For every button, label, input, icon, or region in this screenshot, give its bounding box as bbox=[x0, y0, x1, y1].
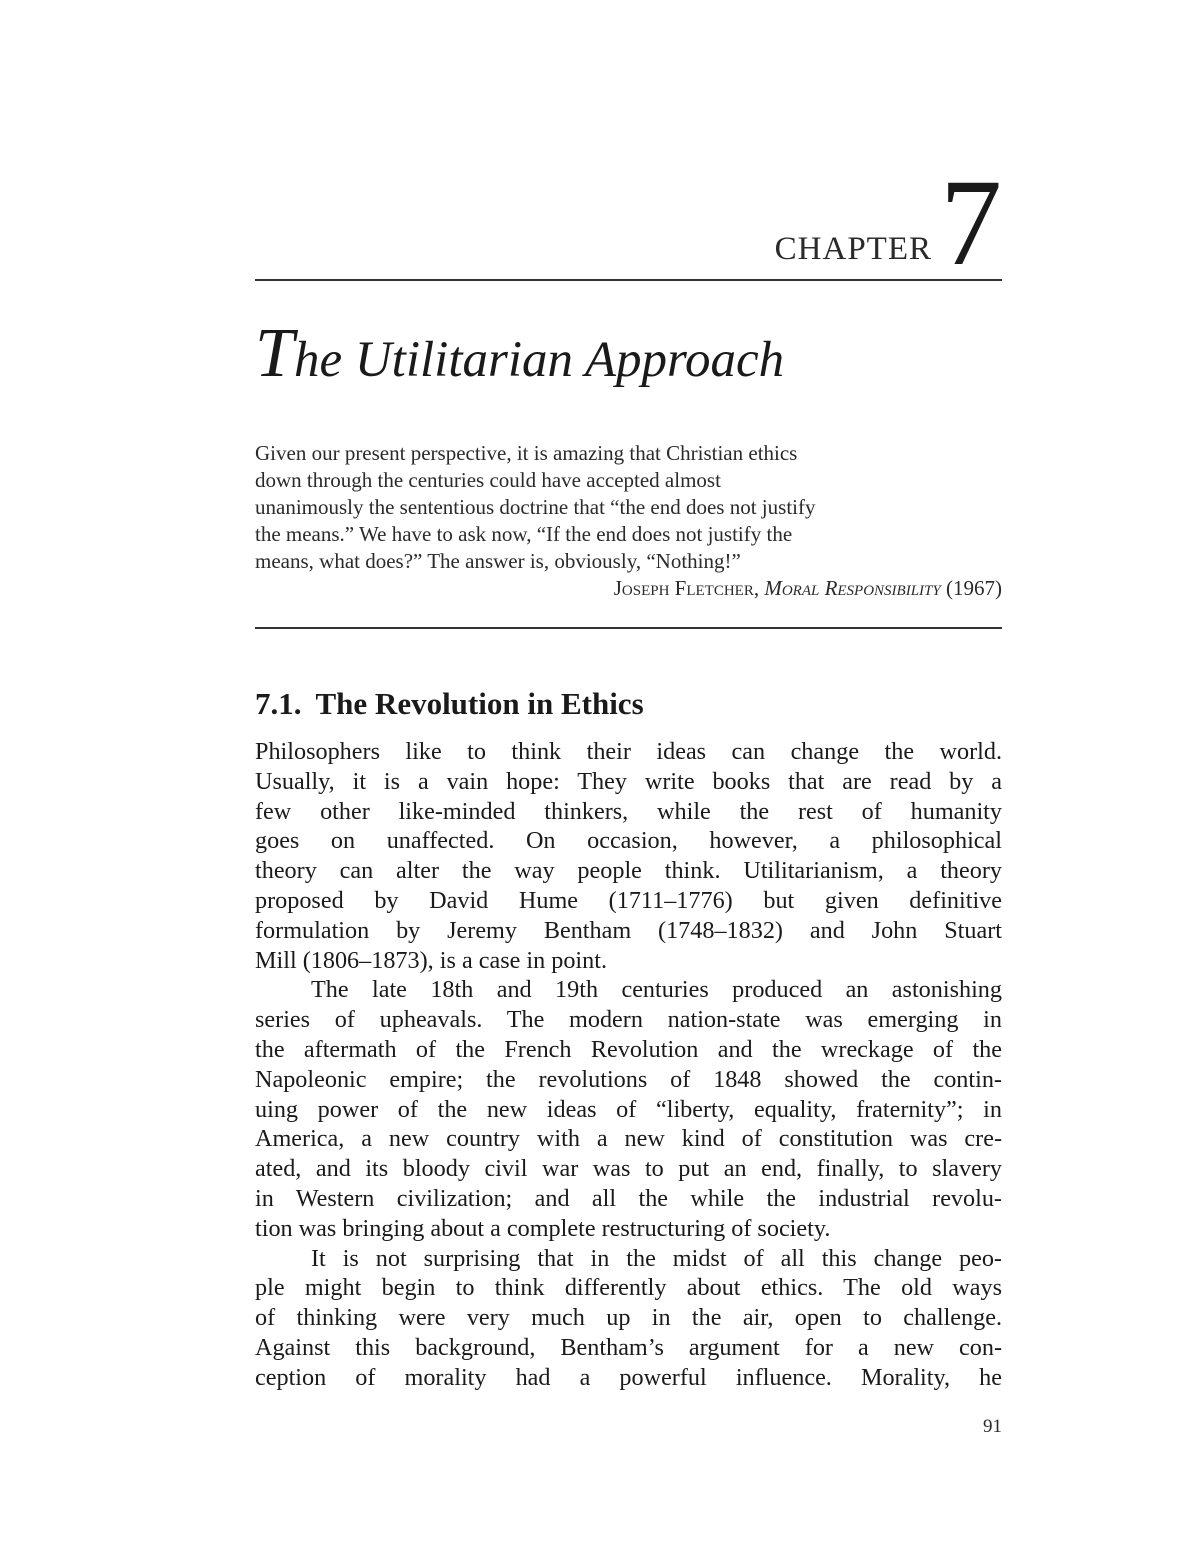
text-line: tion was bringing about a complete restructuring of society. bbox=[255, 1214, 831, 1242]
text-line: in Western civilization; and all the while the industrial revolu- bbox=[255, 1184, 1002, 1212]
text-line: ple might begin to think differently about ethics. The old ways bbox=[255, 1274, 1002, 1302]
text-line: America, a new country with a new kind of constitution was cre- bbox=[255, 1125, 1002, 1153]
text-line: ception of morality had a powerful influence. Morality, he bbox=[255, 1363, 1002, 1391]
text-line: goes on unaffected. On occasion, however, a philosophical bbox=[255, 827, 1002, 855]
body-text bbox=[255, 737, 1002, 1393]
section-heading bbox=[255, 684, 644, 724]
text-line: Against this background, Bentham’s argument for a new con- bbox=[255, 1333, 1002, 1361]
text-line: of thinking were very much up in the air, open to challenge. bbox=[255, 1304, 1002, 1332]
paragraph bbox=[255, 1244, 1002, 1393]
text-line: the aftermath of the French Revolution and the wreckage of the bbox=[255, 1035, 1002, 1063]
epigraph-rule-bottom bbox=[255, 627, 1002, 629]
text-line: It is not surprising that in the midst of all this change peo- bbox=[311, 1244, 1002, 1272]
text-line: ated, and its bloody civil war was to put an end, finally, to slavery bbox=[255, 1155, 1002, 1183]
chapter-title-text: he Utilitarian Approach bbox=[293, 332, 785, 388]
epigraph-line: means, what does?” The answer is, obviously, “Nothing!” bbox=[255, 549, 741, 573]
text-line: Mill (1806–1873), is a case in point. bbox=[255, 946, 608, 974]
book-page bbox=[255, 0, 1002, 1553]
epigraph bbox=[255, 440, 1002, 602]
chapter-label: CHAPTER bbox=[774, 231, 932, 267]
epigraph-year: (1967) bbox=[946, 576, 1002, 600]
epigraph-author: Joseph Fletcher, bbox=[613, 576, 760, 600]
text-line: proposed by David Hume (1711–1776) but given definitive bbox=[255, 886, 1002, 914]
text-line: formulation by Jeremy Bentham (1748–1832) and John Stuart bbox=[255, 916, 1002, 944]
chapter-heading bbox=[774, 154, 1002, 291]
chapter-title-dropcap: T bbox=[255, 315, 294, 392]
epigraph-line: Given our present perspective, it is amazing that Christian ethics bbox=[255, 441, 798, 465]
text-line: theory can alter the way people think. Utilitarianism, a theory bbox=[255, 857, 1002, 885]
epigraph-attribution bbox=[255, 575, 1002, 602]
text-line: few other like-minded thinkers, while the rest of humanity bbox=[255, 797, 1002, 825]
chapter-rule-top bbox=[255, 279, 1002, 281]
epigraph-line: the means.” We have to ask now, “If the end does not justify the bbox=[255, 522, 793, 546]
text-line: uing power of the new ideas of “liberty, equality, fraternity”; in bbox=[255, 1095, 1002, 1123]
chapter-number: 7 bbox=[940, 154, 1002, 291]
paragraph bbox=[255, 737, 1002, 975]
page-number: 91 bbox=[983, 1416, 1002, 1437]
section-number: 7.1. bbox=[255, 686, 302, 721]
epigraph-line: unanimously the sententious doctrine that “the end does not justify bbox=[255, 495, 816, 519]
section-title: The Revolution in Ethics bbox=[315, 686, 644, 721]
text-line: The late 18th and 19th centuries produced an astonishing bbox=[311, 976, 1002, 1004]
chapter-title bbox=[255, 315, 785, 392]
paragraph bbox=[255, 975, 1002, 1243]
epigraph-line: down through the centuries could have accepted almost bbox=[255, 468, 721, 492]
text-line: Usually, it is a vain hope: They write books that are read by a bbox=[255, 767, 1002, 795]
epigraph-work: Moral Responsibility bbox=[764, 576, 941, 600]
text-line: series of upheavals. The modern nation-state was emerging in bbox=[255, 1006, 1002, 1034]
text-line: Philosophers like to think their ideas can change the world. bbox=[255, 738, 1002, 765]
text-line: Napoleonic empire; the revolutions of 1848 showed the contin- bbox=[255, 1065, 1002, 1093]
